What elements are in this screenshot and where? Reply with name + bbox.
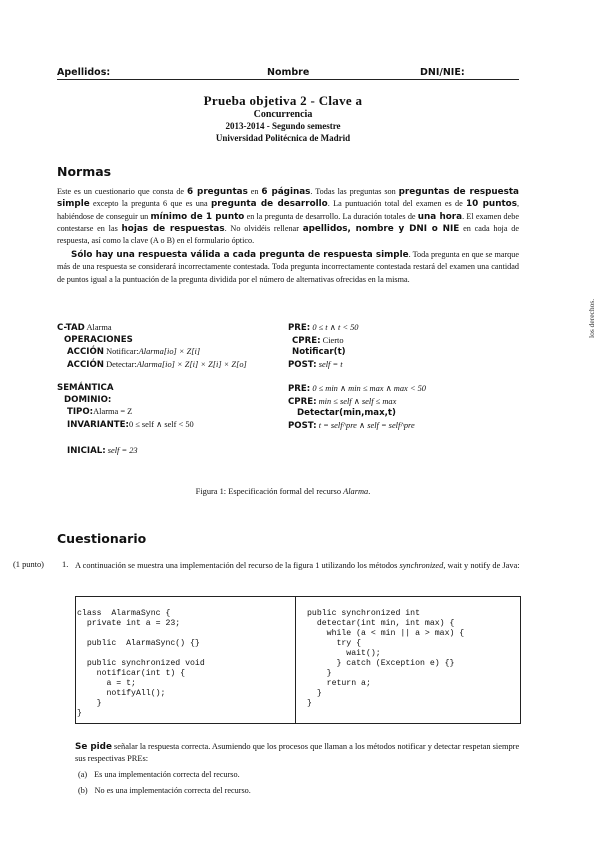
id-label: DNI/NIE: xyxy=(420,67,465,78)
code-left-line: public synchronized void xyxy=(77,659,205,668)
surname-label: Apellidos: xyxy=(57,67,111,78)
q1-points: (1 punto) xyxy=(13,560,44,569)
code-left xyxy=(77,609,205,719)
code-right-line: return a; xyxy=(307,679,371,688)
code-left-line: public AlarmaSync() {} xyxy=(77,639,200,648)
pre-detectar: PRE: 0 ≤ min ∧ min ≤ max ∧ max < 50 xyxy=(288,384,426,394)
rules-paragraph-1: Este es un cuestionario que consta de 6 preguntas en 6 páginas. Todas las preguntas son preguntas de respuesta simple excepto la pregunta 6 que es una pregunta de desarrollo. La puntuación total del examen es de 10 puntos, habiéndose de conseguir un mínimo de 1 punto en la pregunta de desarrollo. La duración totales de una hora. El examen debe contestarse en las hojas de respuestas. No olvidéis rellenar apellidos, nombre y DNI o NIE en cada hoja de respuesta, así como la clave (A o B) en el formulario óptico. xyxy=(57,187,519,246)
pre-notificar: PRE: 0 ≤ t ∧ t < 50 xyxy=(288,323,359,333)
spec-left xyxy=(57,322,247,371)
code-left-line: private int a = 23; xyxy=(77,619,181,628)
cpre-detectar: CPRE: min ≤ self ∧ self ≤ max xyxy=(288,396,397,407)
operation-notificar: ACCIÓN Notificar:Alarma[io] × Z[i] xyxy=(67,347,201,357)
code-right xyxy=(307,609,464,709)
q1-number: 1. xyxy=(62,560,69,569)
code-left-line: } xyxy=(77,699,102,708)
term-line: 2013-2014 - Segundo semestre xyxy=(225,121,341,131)
exam-title: Prueba objetiva 2 - Clave a xyxy=(203,93,363,108)
questionnaire-heading: Cuestionario xyxy=(57,531,147,546)
rules-heading: Normas xyxy=(57,164,112,179)
q1-statement: A continuación se muestra una implementación del recurso de la figura 1 utilizando los métodos synchronized, wait y notify de Java: xyxy=(75,561,520,570)
code-left-line: a = t; xyxy=(77,679,136,688)
call-detectar: Detectar(min,max,t) xyxy=(297,408,396,418)
code-right-line: detectar(int min, int max) { xyxy=(307,619,455,628)
code-left-line: } xyxy=(77,709,82,718)
figure-caption: Figura 1: Especificación formal del recurso Alarma. xyxy=(195,487,371,496)
code-left-line: class AlarmaSync { xyxy=(77,609,171,618)
option-a-label: (a) xyxy=(78,770,88,779)
code-left-line xyxy=(77,649,205,659)
header-rule xyxy=(57,79,519,80)
code-right-line: } xyxy=(307,689,322,698)
semantics-heading: SEMÁNTICA xyxy=(57,383,114,393)
ctad-line: C-TAD Alarma xyxy=(57,323,112,333)
code-right-line: wait(); xyxy=(307,649,381,658)
spec-notificar-semantics xyxy=(288,322,359,371)
operations-heading: OPERACIONES xyxy=(64,334,133,345)
type-line: TIPO:Alarma = Z xyxy=(67,407,133,417)
code-right-line: } xyxy=(307,699,312,708)
code-right-line: while (a < min || a > max) { xyxy=(307,629,465,638)
cpre-notificar: CPRE: Cierto xyxy=(292,335,344,346)
option-a-text: Es una implementación correcta del recurso. xyxy=(94,770,240,779)
q1-prompt: Se pide señalar la respuesta correcta. Asumiendo que los procesos que llaman a los métodos notificar y detectar respetan siempre sus respectivas PREs: xyxy=(75,742,520,763)
name-label: Nombre xyxy=(267,67,310,78)
code-left-line: notificar(int t) { xyxy=(77,669,186,678)
post-detectar: POST: t = self^pre ∧ self = self^pre xyxy=(288,420,415,431)
option-a[interactable] xyxy=(78,770,240,779)
option-b[interactable] xyxy=(78,786,251,795)
side-note: los derechos. xyxy=(587,298,596,338)
code-right-line: public synchronized int xyxy=(307,609,421,618)
code-left-line: notifyAll(); xyxy=(77,689,166,698)
rules-paragraph-2: Sólo hay una respuesta válida a cada pregunta de respuesta simple. Toda pregunta en que se marque más de una respuesta se considerará incorrectamente contestada. Toda pregunta incorrectamente contestada restará del examen una cantidad de puntos igual a la puntuación de la pregunta dividida por el número de alternativas ofrecidas en la misma. xyxy=(57,250,520,284)
operation-detectar: ACCIÓN Detectar:Alarma[io] × Z[i] × Z[i] × Z[o] xyxy=(67,359,247,370)
code-right-line: try { xyxy=(307,639,362,648)
call-notificar: Notificar(t) xyxy=(292,347,346,357)
option-b-text: No es una implementación correcta del recurso. xyxy=(94,786,251,795)
initial-line: INICIAL: self = 23 xyxy=(67,446,138,456)
code-left-line xyxy=(77,629,205,639)
option-b-label: (b) xyxy=(78,786,88,795)
post-notificar: POST: self = t xyxy=(288,359,343,370)
subject-title: Concurrencia xyxy=(253,109,313,120)
university-line: Universidad Politécnica de Madrid xyxy=(215,133,351,143)
invariant-line: INVARIANTE:0 ≤ self ∧ self < 50 xyxy=(67,419,194,430)
code-right-line: } xyxy=(307,669,332,678)
semantics-block xyxy=(57,383,194,431)
spec-detectar-semantics xyxy=(288,383,426,432)
code-right-line: } catch (Exception e) {} xyxy=(307,659,455,668)
domain-heading: DOMINIO: xyxy=(64,394,112,405)
